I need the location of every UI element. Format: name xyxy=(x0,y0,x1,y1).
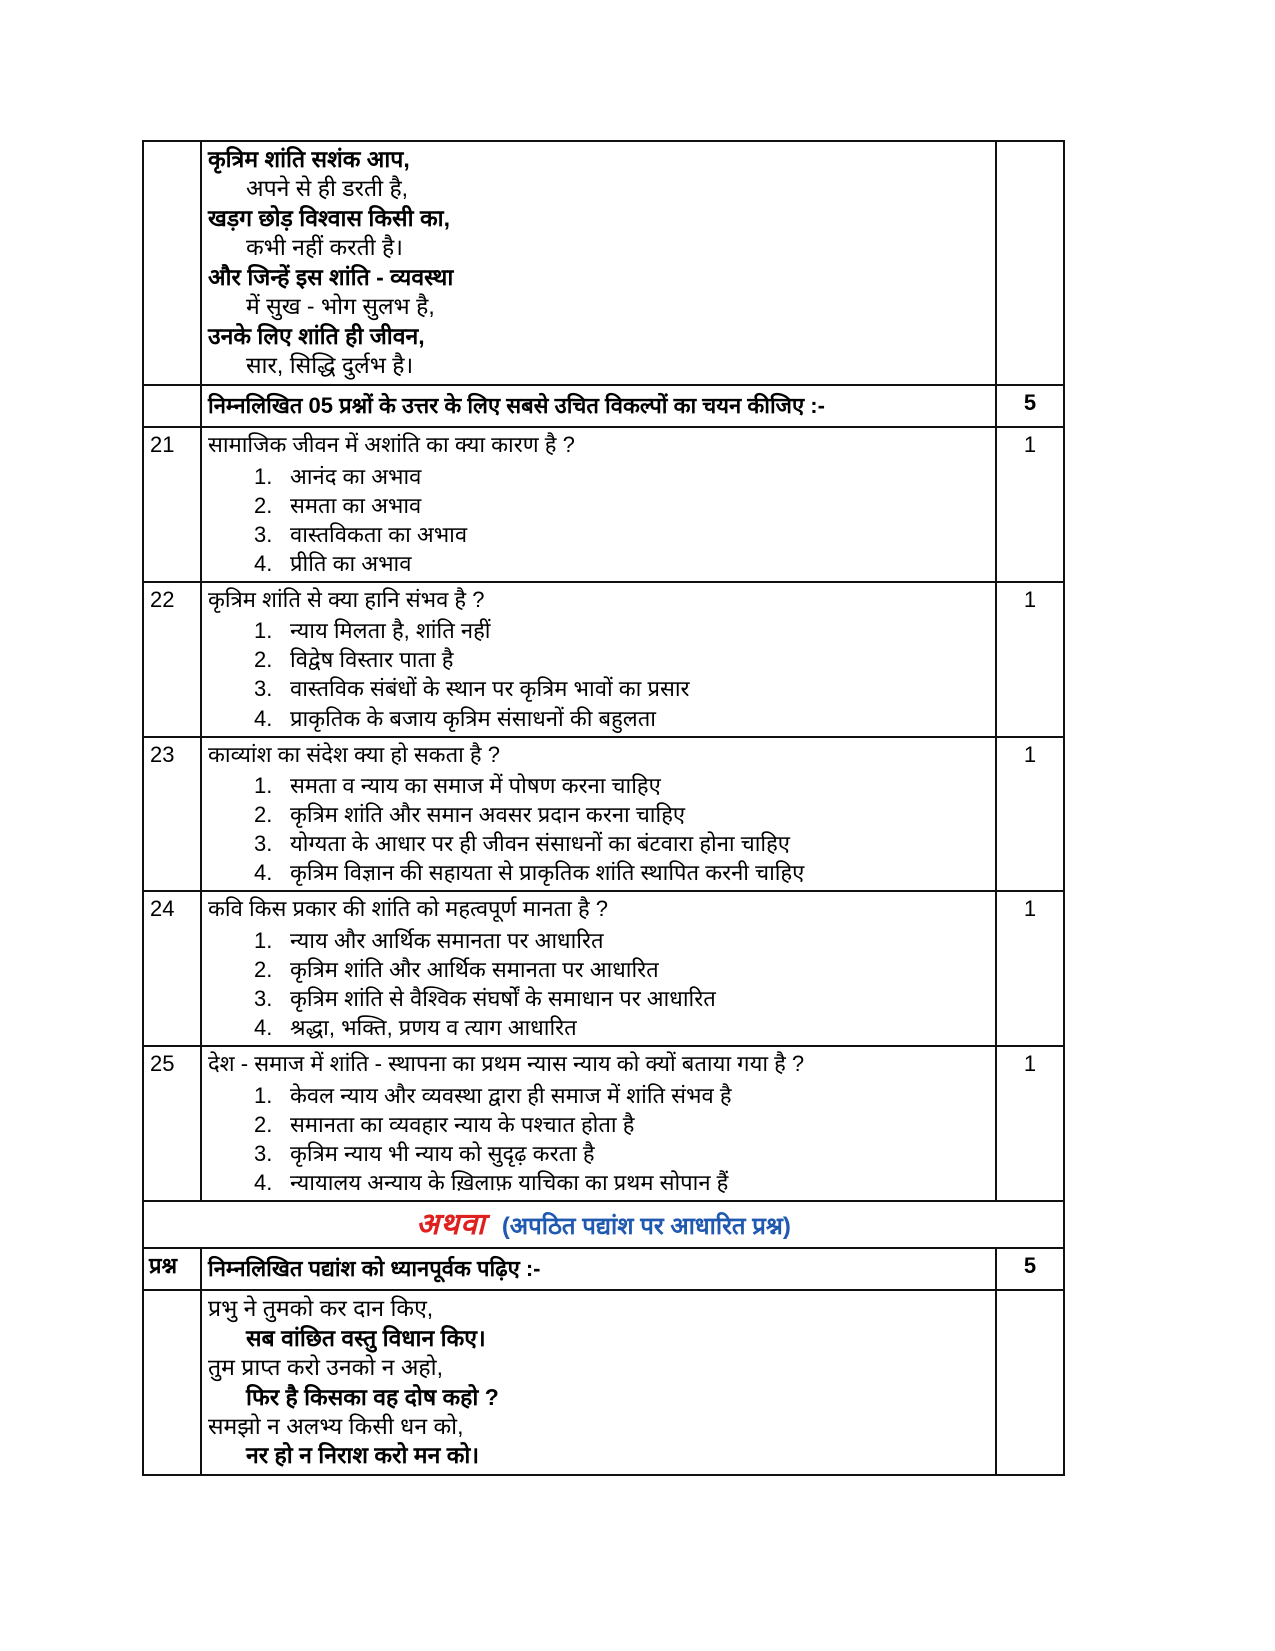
option-item xyxy=(208,1081,989,1110)
question-content xyxy=(201,582,996,737)
option-number: 4. xyxy=(254,860,273,886)
option-text: न्याय मिलता है, शांति नहीं xyxy=(290,618,491,644)
exam-question-table xyxy=(142,140,1065,1476)
option-text: समानता का व्यवहार न्याय के पश्चात होता है xyxy=(290,1111,635,1137)
option-item xyxy=(208,1139,989,1168)
or-subtitle: (अपठित पद्यांश पर आधारित प्रश्न) xyxy=(501,1212,791,1240)
option-item xyxy=(208,955,989,984)
option-number: 1. xyxy=(254,618,273,644)
option-text: कृत्रिम शांति और समान अवसर प्रदान करना चाहिए xyxy=(290,802,686,828)
question-row xyxy=(143,427,1064,582)
option-item xyxy=(208,984,989,1013)
question-row xyxy=(143,582,1064,737)
option-number: 4. xyxy=(254,1169,273,1195)
option-number: 3. xyxy=(254,676,273,702)
question-number: 23 xyxy=(143,737,201,892)
question-content xyxy=(201,737,996,892)
question-content xyxy=(201,427,996,582)
passage-header-marks: 5 xyxy=(996,1248,1064,1291)
option-item xyxy=(208,674,989,703)
option-text: केवल न्याय और व्यवस्था द्वारा ही समाज में शांति संभव है xyxy=(290,1082,732,1108)
option-item xyxy=(208,616,989,645)
option-number: 2. xyxy=(254,492,273,518)
poem-line: अपने से ही डरती है, xyxy=(246,175,409,202)
question-text: काव्यांश का संदेश क्या हो सकता है ? xyxy=(208,741,500,767)
poem-line: कभी नहीं करती है। xyxy=(246,234,403,261)
option-number: 3. xyxy=(254,985,273,1011)
question-text: कवि किस प्रकार की शांति को महत्वपूर्ण मानता है ? xyxy=(208,896,609,922)
option-number: 2. xyxy=(254,802,273,828)
question-content xyxy=(201,891,996,1046)
mcq-header-marks: 5 xyxy=(996,385,1064,428)
poem-line: खड़ग छोड़ विश्वास किसी का, xyxy=(208,204,450,231)
empty-number-cell xyxy=(143,1290,201,1475)
or-divider-cell xyxy=(143,1201,1064,1248)
option-item xyxy=(208,1110,989,1139)
option-number: 4. xyxy=(254,1014,273,1040)
question-marks: 1 xyxy=(996,891,1064,1046)
mcq-header-row xyxy=(143,385,1064,428)
question-marks: 1 xyxy=(996,1046,1064,1201)
top-poem-row xyxy=(143,141,1064,385)
option-text: विद्वेष विस्तार पाता है xyxy=(290,647,454,673)
option-text: समता का अभाव xyxy=(290,492,422,518)
question-table-body xyxy=(143,141,1064,1475)
poem-line: सार, सिद्धि दुर्लभ है। xyxy=(246,352,414,379)
question-number: 21 xyxy=(143,427,201,582)
mcq-header-text: निम्नलिखित 05 प्रश्नों के उत्तर के लिए सबसे उचित विकल्पों का चयन कीजिए :- xyxy=(201,385,996,428)
option-item xyxy=(208,704,989,733)
bottom-poem-row xyxy=(143,1290,1064,1475)
option-item xyxy=(208,1168,989,1197)
question-text: देश - समाज में शांति - स्थापना का प्रथम न्यास न्याय को क्यों बताया गया है ? xyxy=(208,1050,805,1076)
option-number: 3. xyxy=(254,521,273,547)
option-text: प्राकृतिक के बजाय कृत्रिम संसाधनों की बहुलता xyxy=(290,705,656,731)
question-row xyxy=(143,737,1064,892)
option-number: 1. xyxy=(254,463,273,489)
question-text: सामाजिक जीवन में अशांति का क्या कारण है ? xyxy=(208,432,575,458)
option-number: 4. xyxy=(254,550,273,576)
question-text: कृत्रिम शांति से क्या हानि संभव है ? xyxy=(208,586,485,612)
poem-line: फिर है किसका वह दोष कहो ? xyxy=(246,1383,499,1410)
question-row xyxy=(143,1046,1064,1201)
poem-line: नर हो न निराश करो मन को। xyxy=(246,1442,480,1469)
option-number: 3. xyxy=(254,1140,273,1166)
question-row xyxy=(143,891,1064,1046)
option-text: प्रीति का अभाव xyxy=(290,550,412,576)
option-text: कृत्रिम शांति और आर्थिक समानता पर आधारित xyxy=(290,956,659,982)
option-number: 4. xyxy=(254,705,273,731)
poem-text-cell xyxy=(201,141,996,385)
option-item xyxy=(208,462,989,491)
option-item xyxy=(208,829,989,858)
option-text: न्यायालय अन्याय के ख़िलाफ़ याचिका का प्रथम सोपान हैं xyxy=(290,1169,729,1195)
option-text: कृत्रिम विज्ञान की सहायता से प्राकृतिक शांति स्थापित करनी चाहिए xyxy=(290,860,805,886)
option-item xyxy=(208,800,989,829)
option-number: 1. xyxy=(254,927,273,953)
option-text: वास्तविकता का अभाव xyxy=(290,521,468,547)
or-divider-row xyxy=(143,1201,1064,1248)
passage-header-row xyxy=(143,1248,1064,1291)
option-number: 2. xyxy=(254,956,273,982)
question-content xyxy=(201,1046,996,1201)
option-item xyxy=(208,645,989,674)
poem-line: प्रभु ने तुमको कर दान किए, xyxy=(208,1295,434,1322)
poem-line: सब वांछित वस्तु विधान किए। xyxy=(246,1324,486,1351)
poem-line: तुम प्राप्त करो उनको न अहो, xyxy=(208,1354,443,1381)
option-item xyxy=(208,926,989,955)
empty-number-cell xyxy=(143,385,201,428)
empty-marks-cell xyxy=(996,1290,1064,1475)
passage-header-label: प्रश्न xyxy=(143,1248,201,1291)
question-marks: 1 xyxy=(996,427,1064,582)
poem-line: समझो न अलभ्य किसी धन को, xyxy=(208,1413,464,1440)
question-number: 22 xyxy=(143,582,201,737)
option-number: 1. xyxy=(254,1082,273,1108)
option-text: आनंद का अभाव xyxy=(290,463,422,489)
option-text: कृत्रिम न्याय भी न्याय को सुदृढ़ करता है xyxy=(290,1140,595,1166)
option-text: समता व न्याय का समाज में पोषण करना चाहिए xyxy=(290,773,661,799)
option-text: योग्यता के आधार पर ही जीवन संसाधनों का बंटवारा होना चाहिए xyxy=(290,831,790,857)
poem-line: और जिन्हें इस शांति - व्यवस्था xyxy=(208,263,454,290)
option-text: वास्तविक संबंधों के स्थान पर कृत्रिम भावों का प्रसार xyxy=(290,676,690,702)
option-number: 1. xyxy=(254,773,273,799)
option-text: न्याय और आर्थिक समानता पर आधारित xyxy=(290,927,604,953)
option-number: 3. xyxy=(254,831,273,857)
option-item xyxy=(208,858,989,887)
passage-header-text: निम्नलिखित पद्यांश को ध्यानपूर्वक पढ़िए :- xyxy=(201,1248,996,1291)
option-number: 2. xyxy=(254,647,273,673)
poem-line: उनके लिए शांति ही जीवन, xyxy=(208,322,425,349)
empty-number-cell xyxy=(143,141,201,385)
poem-line: कृत्रिम शांति सशंक आप, xyxy=(208,146,410,172)
question-number: 24 xyxy=(143,891,201,1046)
question-number: 25 xyxy=(143,1046,201,1201)
option-number: 2. xyxy=(254,1111,273,1137)
or-label: अथवा xyxy=(416,1207,486,1241)
question-marks: 1 xyxy=(996,737,1064,892)
option-item xyxy=(208,520,989,549)
option-item xyxy=(208,1013,989,1042)
empty-marks-cell xyxy=(996,141,1064,385)
option-text: कृत्रिम शांति से वैश्विक संघर्षों के समाधान पर आधारित xyxy=(290,985,716,1011)
question-marks: 1 xyxy=(996,582,1064,737)
poem-line: में सुख - भोग सुलभ है, xyxy=(246,293,435,320)
option-item xyxy=(208,771,989,800)
option-item xyxy=(208,491,989,520)
option-text: श्रद्धा, भक्ति, प्रणय व त्याग आधारित xyxy=(290,1014,577,1040)
poem-text-cell xyxy=(201,1290,996,1475)
option-item xyxy=(208,549,989,578)
